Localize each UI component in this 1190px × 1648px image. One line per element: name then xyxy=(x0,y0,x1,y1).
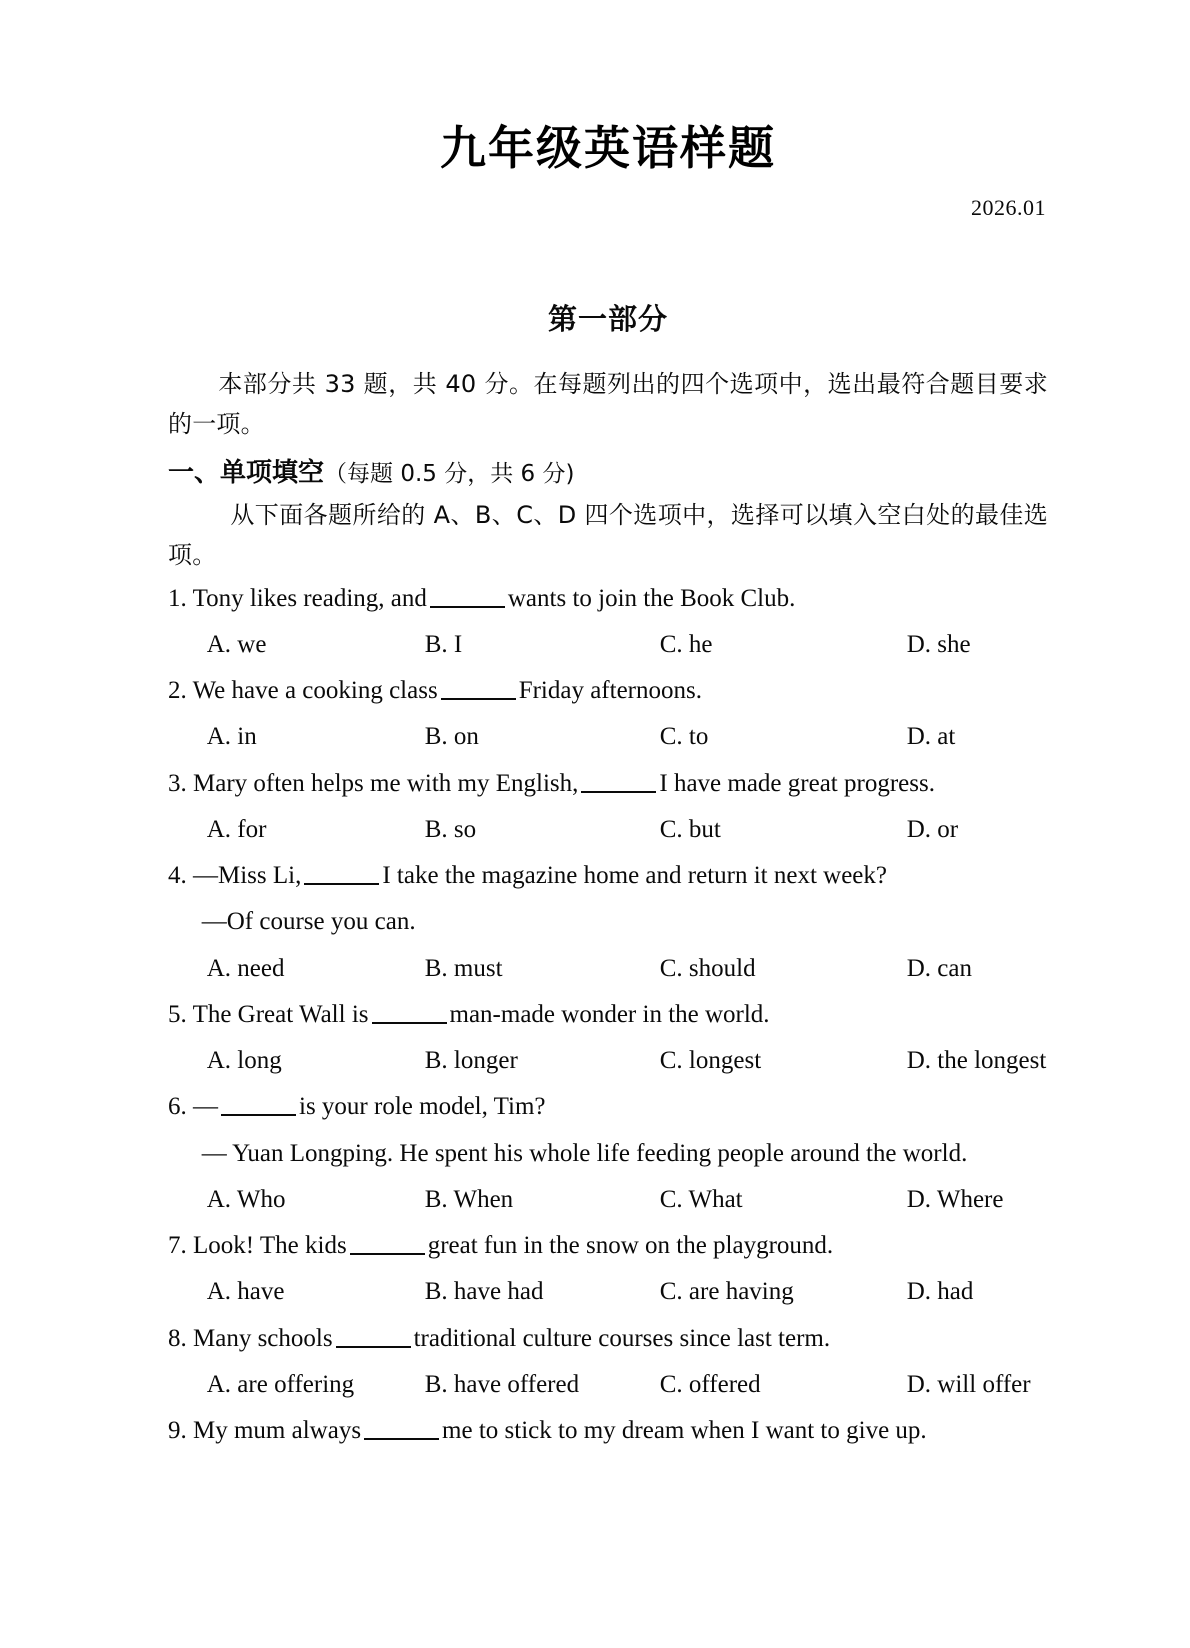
section-title: 单项填空 xyxy=(220,457,325,488)
question-stem-after: I take the magazine home and return it next week? xyxy=(382,862,887,890)
question-item xyxy=(168,1408,1048,1454)
question-stem-line2: — Yuan Longping. He spent his whole life feeding people around the world. xyxy=(201,1139,968,1167)
section-score: （每题 0.5 分，共 6 分) xyxy=(324,460,575,487)
question-number: 6. xyxy=(168,1093,187,1121)
question-stem-before: Tony likes reading, and xyxy=(192,584,427,612)
section-heading xyxy=(168,445,1048,496)
option-b[interactable]: B. When xyxy=(424,1185,514,1213)
option-d[interactable]: D. she xyxy=(906,630,971,658)
answer-blank[interactable] xyxy=(372,1022,447,1024)
question-item xyxy=(168,576,1048,669)
question-stem-after: I have made great progress. xyxy=(659,769,935,797)
option-d[interactable]: D. can xyxy=(906,954,972,982)
question-stem-after: Friday afternoons. xyxy=(518,677,702,705)
part-intro-paragraph: 本部分共 33 题，共 40 分。在每题列出的四个选项中，选出最符合题目要求的一项。 xyxy=(168,369,1048,439)
question-stem xyxy=(168,1223,1048,1269)
option-b[interactable]: B. I xyxy=(424,630,463,658)
question-stem-before: We have a cooking class xyxy=(192,677,438,705)
option-c[interactable]: C. What xyxy=(659,1185,743,1213)
option-d[interactable]: D. or xyxy=(906,815,959,843)
answer-blank[interactable] xyxy=(581,791,656,793)
question-item xyxy=(168,1084,1048,1223)
question-stem xyxy=(168,1316,1048,1362)
option-d[interactable]: D. Where xyxy=(906,1185,1004,1213)
option-b[interactable]: B. longer xyxy=(424,1047,518,1075)
option-a[interactable]: A. for xyxy=(206,815,267,843)
question-stem xyxy=(168,1408,1048,1454)
document-date: 2026.01 xyxy=(971,194,1046,220)
option-b[interactable]: B. must xyxy=(424,954,503,982)
option-c[interactable]: C. but xyxy=(659,815,721,843)
question-number: 1. xyxy=(168,584,187,612)
option-a[interactable]: A. Who xyxy=(206,1185,286,1213)
question-stem-line2: —Of course you can. xyxy=(201,908,416,936)
question-item xyxy=(168,853,1048,992)
part-heading: 第一部分 xyxy=(547,301,668,336)
question-stem-before: The Great Wall is xyxy=(192,1000,369,1028)
option-a[interactable]: A. need xyxy=(206,954,285,982)
option-b[interactable]: B. have had xyxy=(424,1278,544,1306)
question-stem-after: man-made wonder in the world. xyxy=(449,1000,770,1028)
page-title: 九年级英语样题 xyxy=(440,121,776,175)
option-a[interactable]: A. in xyxy=(206,723,257,751)
question-stem-after: great fun in the snow on the playground. xyxy=(427,1232,834,1260)
question-stem-before: Look! The kids xyxy=(193,1232,347,1260)
question-stem xyxy=(168,668,1048,714)
option-b[interactable]: B. have offered xyxy=(424,1370,580,1398)
option-d[interactable]: D. had xyxy=(906,1278,974,1306)
question-stem-after: wants to join the Book Club. xyxy=(507,584,796,612)
answer-blank[interactable] xyxy=(350,1253,425,1255)
question-number: 2. xyxy=(168,677,187,705)
answer-blank[interactable] xyxy=(221,1114,296,1116)
answer-blank[interactable] xyxy=(304,883,379,885)
question-stem xyxy=(168,576,1048,622)
question-list xyxy=(168,576,1048,1455)
question-stem-before: My mum always xyxy=(193,1417,362,1445)
answer-blank[interactable] xyxy=(364,1438,439,1440)
question-number: 7. xyxy=(168,1232,187,1260)
option-a[interactable]: A. long xyxy=(206,1047,282,1075)
question-stem xyxy=(168,992,1048,1038)
question-stem-before: Mary often helps me with my English, xyxy=(193,769,579,797)
option-d[interactable]: D. the longest xyxy=(906,1047,1047,1075)
question-stem-after: is your role model, Tim? xyxy=(299,1093,546,1121)
option-a[interactable]: A. we xyxy=(206,630,267,658)
option-b[interactable]: B. on xyxy=(424,723,479,751)
question-number: 9. xyxy=(168,1417,187,1445)
option-a[interactable]: A. have xyxy=(206,1278,285,1306)
option-row xyxy=(168,622,1048,668)
question-item xyxy=(168,1223,1048,1316)
question-stem-before: —Miss Li, xyxy=(193,862,302,890)
option-c[interactable]: C. are having xyxy=(659,1278,794,1306)
answer-blank[interactable] xyxy=(430,606,505,608)
page-content xyxy=(168,0,1048,1454)
option-d[interactable]: D. will offer xyxy=(906,1370,1031,1398)
option-a[interactable]: A. are offering xyxy=(206,1370,355,1398)
option-b[interactable]: B. so xyxy=(424,815,477,843)
option-d[interactable]: D. at xyxy=(906,723,956,751)
option-row xyxy=(168,1362,1048,1408)
option-row xyxy=(168,1269,1048,1315)
question-item xyxy=(168,992,1048,1085)
question-stem-after: me to stick to my dream when I want to give up. xyxy=(442,1417,927,1445)
section-number: 一、 xyxy=(168,457,221,488)
option-c[interactable]: C. should xyxy=(659,954,756,982)
question-item xyxy=(168,668,1048,761)
option-c[interactable]: C. to xyxy=(659,723,709,751)
option-c[interactable]: C. longest xyxy=(659,1047,762,1075)
option-c[interactable]: C. he xyxy=(659,630,713,658)
question-number: 4. xyxy=(168,862,187,890)
question-stem xyxy=(168,853,1048,899)
question-item xyxy=(168,761,1048,854)
question-stem-before: Many schools xyxy=(193,1324,333,1352)
answer-blank[interactable] xyxy=(441,698,516,700)
question-number: 5. xyxy=(168,1000,187,1028)
question-stem xyxy=(168,1084,1048,1130)
question-stem-before: — xyxy=(193,1093,218,1121)
question-item xyxy=(168,1316,1048,1409)
question-stem xyxy=(168,761,1048,807)
option-row xyxy=(168,1038,1048,1084)
option-row xyxy=(168,1177,1048,1223)
answer-blank[interactable] xyxy=(336,1346,411,1348)
question-stem-after: traditional culture courses since last term. xyxy=(413,1324,831,1352)
option-row xyxy=(168,714,1048,760)
section-instruction: 从下面各题所给的 A、B、C、D 四个选项中，选择可以填入空白处的最佳选项。 xyxy=(168,501,1048,570)
question-number: 8. xyxy=(168,1324,187,1352)
option-row xyxy=(168,946,1048,992)
option-c[interactable]: C. offered xyxy=(659,1370,761,1398)
option-row xyxy=(168,807,1048,853)
question-number: 3. xyxy=(168,769,187,797)
